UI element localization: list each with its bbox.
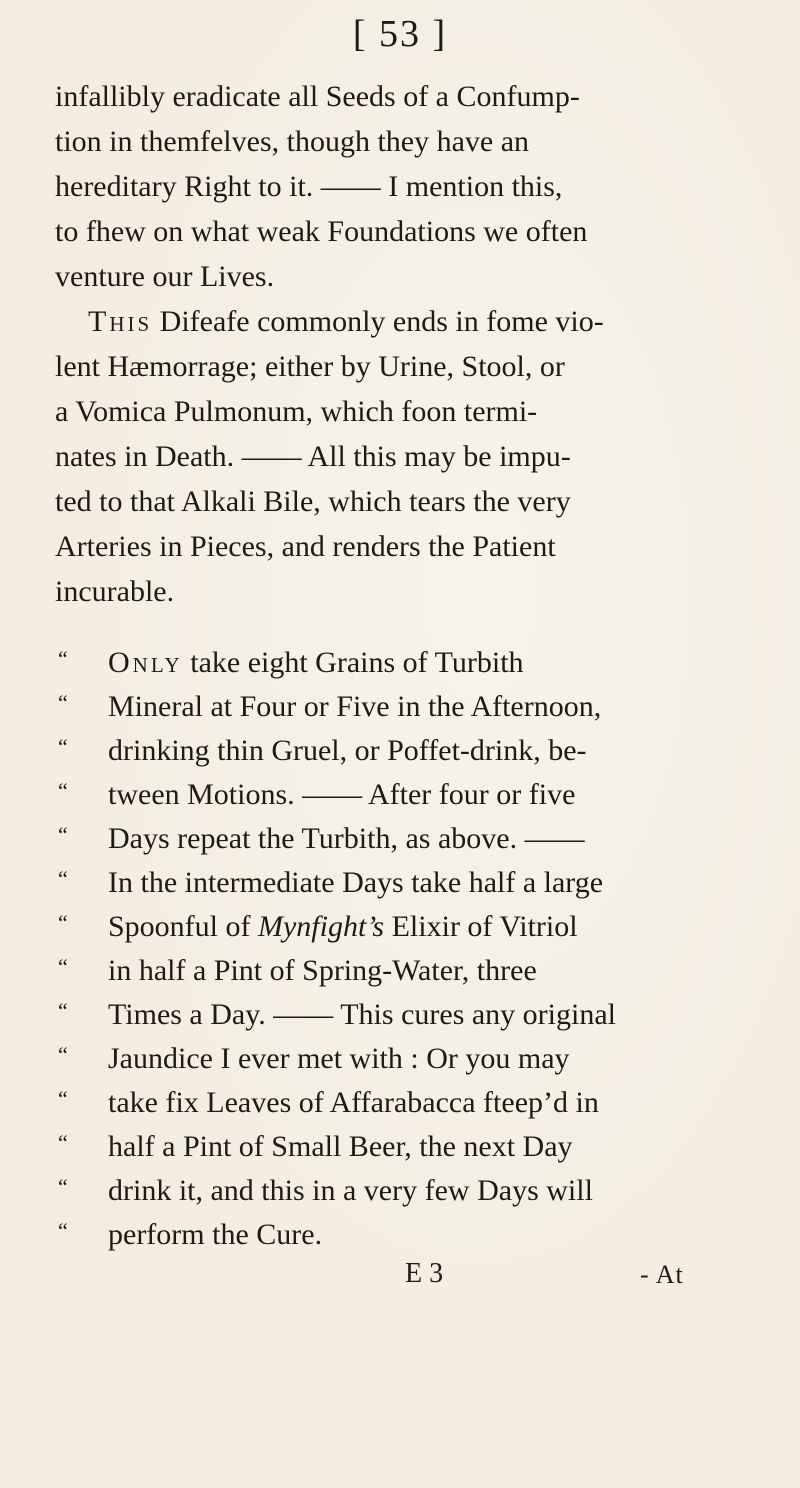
quote-lead-word: Only	[108, 646, 183, 679]
text-line: nates in Death. —— All this may be impu-	[55, 440, 571, 473]
text-line: hereditary Right to it. —— I mention this,	[55, 170, 563, 203]
quote-line	[58, 1176, 593, 1206]
paragraph-lead-word: This	[88, 305, 153, 338]
quote-mark: “	[58, 1042, 68, 1067]
text-span: take fix Leaves of Affarabacca fteep’d in	[108, 1086, 599, 1119]
quote-line	[58, 736, 587, 766]
italic-name: Mynfight’s	[258, 910, 385, 943]
text-span: tween Motions. —— After four or five	[108, 778, 576, 811]
quote-line	[58, 1044, 570, 1074]
quote-mark: “	[58, 646, 68, 671]
text-line: Arteries in Pieces, and renders the Patient	[55, 530, 556, 563]
text-span: Times a Day. —— This cures any original	[108, 998, 616, 1031]
quote-mark: “	[58, 690, 68, 715]
text-span: Jaundice I ever met with : Or you may	[108, 1042, 570, 1075]
text-span: Spoonful of	[108, 910, 258, 943]
quote-line	[58, 648, 524, 678]
text-span: in half a Pint of Spring-Water, three	[108, 954, 537, 987]
quote-mark: “	[58, 734, 68, 759]
text-line: tion in themfelves, though they have an	[55, 125, 530, 158]
text-line: ted to that Alkali Bile, which tears the very	[55, 485, 571, 518]
text-line: incurable.	[55, 575, 175, 608]
quote-line	[58, 956, 537, 986]
text-span: drinking thin Gruel, or Poffet-drink, be-	[108, 734, 587, 767]
quote-mark: “	[58, 910, 68, 935]
text-line	[88, 307, 604, 337]
quote-mark: “	[58, 866, 68, 891]
text-span: Days repeat the Turbith, as above. ——	[108, 822, 585, 855]
signature-mark: E 3	[405, 1258, 444, 1289]
quote-line	[58, 780, 575, 810]
quote-mark: “	[58, 1174, 68, 1199]
quote-mark: “	[58, 954, 68, 979]
text-span: drink it, and this in a very few Days will	[108, 1174, 593, 1207]
quote-line	[58, 912, 578, 942]
quote-line	[58, 1132, 573, 1162]
catchword: - At	[640, 1260, 684, 1289]
text-line: infallibly eradicate all Seeds of a Confump-	[55, 80, 580, 113]
quote-mark: “	[58, 822, 68, 847]
quote-line	[58, 1088, 599, 1118]
text-span: take eight Grains of Turbith	[182, 646, 524, 679]
text-span: Mineral at Four or Five in the Afternoon,	[108, 690, 602, 723]
quote-mark: “	[58, 998, 68, 1023]
quote-line	[58, 1000, 616, 1030]
text-span: Difeafe commonly ends in fome vio-	[152, 305, 604, 338]
quote-line	[58, 824, 585, 854]
text-line: a Vomica Pulmonum, which foon termi-	[55, 395, 538, 428]
quote-mark: “	[58, 1086, 68, 1111]
quote-line	[58, 868, 603, 898]
quote-mark: “	[58, 778, 68, 803]
text-span: In the intermediate Days take half a large	[108, 866, 604, 899]
text-line: to fhew on what weak Foundations we often	[55, 215, 588, 248]
text-line: lent Hæmorrage; either by Urine, Stool, or	[55, 350, 565, 383]
text-span: perform the Cure.	[108, 1218, 323, 1251]
text-span: half a Pint of Small Beer, the next Day	[108, 1130, 573, 1163]
quote-mark: “	[58, 1130, 68, 1155]
text-span: Elixir of Vitriol	[391, 910, 578, 943]
text-line: venture our Lives.	[55, 260, 275, 293]
quote-line	[58, 692, 601, 722]
page-number: [ 53 ]	[352, 13, 448, 55]
quote-line	[58, 1220, 322, 1250]
quote-mark: “	[58, 1218, 68, 1243]
